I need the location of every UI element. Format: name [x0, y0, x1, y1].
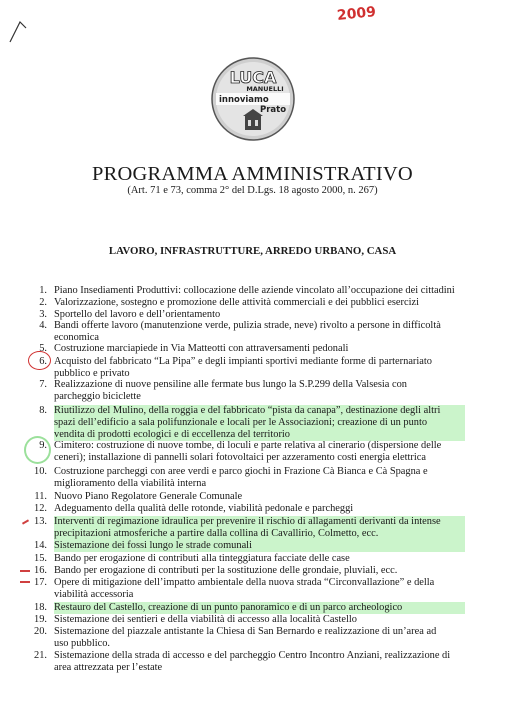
logo-slogan-line2: Prato [260, 105, 287, 115]
list-item [25, 356, 465, 380]
item-text-line: Valorizzazione, sostegno e promozione delle attività commerciali e dei pubblici esercizi [54, 297, 419, 308]
logo-name-top: LUCA [229, 68, 277, 87]
item-number: 7. [39, 379, 47, 390]
list-item [25, 297, 465, 309]
item-text-line: viabilità accessoria [54, 589, 134, 600]
item-number: 11. [34, 491, 47, 502]
green-circle-mark [24, 436, 51, 464]
logo-slogan-line1: innoviamo [219, 95, 269, 105]
item-number: 19. [34, 614, 47, 625]
list-item [25, 614, 465, 626]
list-item [25, 553, 465, 565]
list-item [25, 379, 465, 403]
item-number: 4. [39, 320, 47, 331]
list-item [25, 626, 465, 650]
logo-name-bottom: MANUELLI [246, 85, 284, 93]
list-item [25, 516, 465, 540]
item-number: 10. [34, 466, 47, 477]
item-number: 21. [34, 650, 47, 661]
item-number: 16. [34, 565, 47, 576]
item-text-line: miglioramento della viabilità interna [54, 478, 207, 489]
item-text-line: uso pubblico. [54, 638, 110, 649]
list-item [25, 577, 465, 601]
list-item [25, 285, 465, 297]
list-item [25, 320, 465, 344]
item-text-line: area attrezzata per l’estate [54, 662, 163, 673]
item-number: 3. [39, 309, 47, 320]
document-title: PROGRAMMA AMMINISTRATIVO [92, 163, 413, 185]
item-number: 20. [34, 626, 47, 637]
item-number: 9. [39, 440, 47, 451]
item-text-line: Costruzione parcheggi con aree verdi e parco giochi in Frazione Cà Bianca e Cà Spagna e [54, 466, 428, 477]
item-text-line: Realizzazione di nuove pensiline alle fermate bus lungo la S.P.299 della Valsesia con [54, 379, 407, 390]
item-text-line: Sportello del lavoro e dell’orientamento [54, 309, 221, 320]
item-text-line: Sistemazione del piazzale antistante la Chiesa di San Bernardo e realizzazione di un’area ad [54, 626, 437, 637]
item-text-line: Sistemazione dei fossi lungo le strade comunali [54, 540, 465, 552]
item-number: 18. [34, 602, 47, 613]
item-text-line: Costruzione marciapiede in Via Matteotti con attraversamenti pedonali [54, 343, 349, 354]
item-text-line: Bando per erogazione di contributi per la sostituzione delle grondaie, pluviali, ecc. [54, 565, 398, 576]
campaign-logo [210, 56, 296, 142]
list-item [25, 405, 465, 441]
item-number: 15. [34, 553, 47, 564]
item-number: 2. [39, 297, 47, 308]
item-text-line: Riutilizzo del Mulino, della roggia e del fabbricato “pista da canapa”, destinazione degli altri [54, 405, 465, 417]
item-text-line: Nuovo Piano Regolatore Generale Comunale [54, 491, 243, 502]
item-text-line: Interventi di regimazione idraulica per prevenire il rischio di allagamenti derivanti da intense [54, 516, 465, 528]
list-item [25, 650, 465, 674]
item-text-line: Bando per erogazione di contributi alla tinteggiatura facciate delle case [54, 553, 350, 564]
list-item [25, 440, 465, 464]
item-text-line: Sistemazione della strada di accesso e del parcheggio Centro Incontro Anziani, realizzazione di [54, 650, 451, 661]
item-text-line: spazi dell’edificio a sala polifunzionale e locali per le Associazioni; creazione di un punto [54, 417, 465, 429]
red-circle-mark [28, 351, 51, 370]
item-number: 6. [39, 356, 47, 367]
item-number: 17. [34, 577, 47, 588]
document-subtitle: (Art. 71 e 73, comma 2° del D.Lgs. 18 agosto 2000, n. 267) [127, 185, 378, 196]
list-item [25, 503, 465, 515]
item-text-line: Piano Insediamenti Produttivi: collocazione delle aziende vincolato all’occupazione dei cittadini [54, 285, 455, 296]
item-text-line: Cimitero: costruzione di nuove tombe, di loculi e parte relativa al cinerario (dispersione delle [54, 440, 442, 451]
item-text-line: Opere di mitigazione dell’impatto ambientale della nuova strada “Circonvallazione” e della [54, 577, 435, 588]
item-text-line: Sistemazione dei sentieri e della viabilità di accesso alla località Castello [54, 614, 357, 625]
item-text-line: pubblico e privato [54, 368, 130, 379]
list-item [25, 602, 465, 614]
item-text-line: Restauro del Castello, creazione di un punto panoramico e di un parco archeologico [54, 602, 465, 614]
item-text-line: ceneri); installazione di pannelli solari fotovoltaici per azzeramento costi energia elettrica [54, 452, 426, 463]
list-item [25, 565, 465, 577]
item-text-line: Adeguamento della qualità delle rotonde, viabilità pedonale e parcheggi [54, 503, 354, 514]
item-text-line: precipitazioni atmosferiche a partire dalla collina di Cavallirio, Colmetto, ecc. [54, 528, 465, 540]
list-item [25, 540, 465, 552]
item-number: 5. [39, 343, 47, 354]
list-item [25, 466, 465, 490]
section-heading: LAVORO, INFRASTRUTTURE, ARREDO URBANO, CASA [108, 245, 397, 257]
list-item [25, 343, 465, 355]
item-number: 13. [34, 516, 47, 527]
red-dash-mark [20, 570, 30, 572]
item-number: 8. [39, 405, 47, 416]
item-text-line: Acquisto del fabbricato “La Pipa” e degli impianti sportivi mediante forme di parternariato [54, 356, 432, 367]
pencil-tick-mark [8, 18, 30, 44]
item-text-line: Bandi offerte lavoro (manutenzione verde, pulizia strade, neve) rivolto a persone in difficoltà [54, 320, 441, 331]
item-number: 1. [39, 285, 47, 296]
item-text-line: parcheggio biciclette [54, 391, 141, 402]
red-dash-mark [20, 581, 30, 583]
item-number: 12. [34, 503, 47, 514]
item-text-line: vendita di prodotti ecologici e di eccellenza del territorio [54, 429, 465, 441]
item-number: 14. [34, 540, 47, 551]
item-text-line: economica [54, 332, 100, 343]
handwritten-year-note: 2009 [336, 4, 377, 24]
list-item [25, 491, 465, 503]
